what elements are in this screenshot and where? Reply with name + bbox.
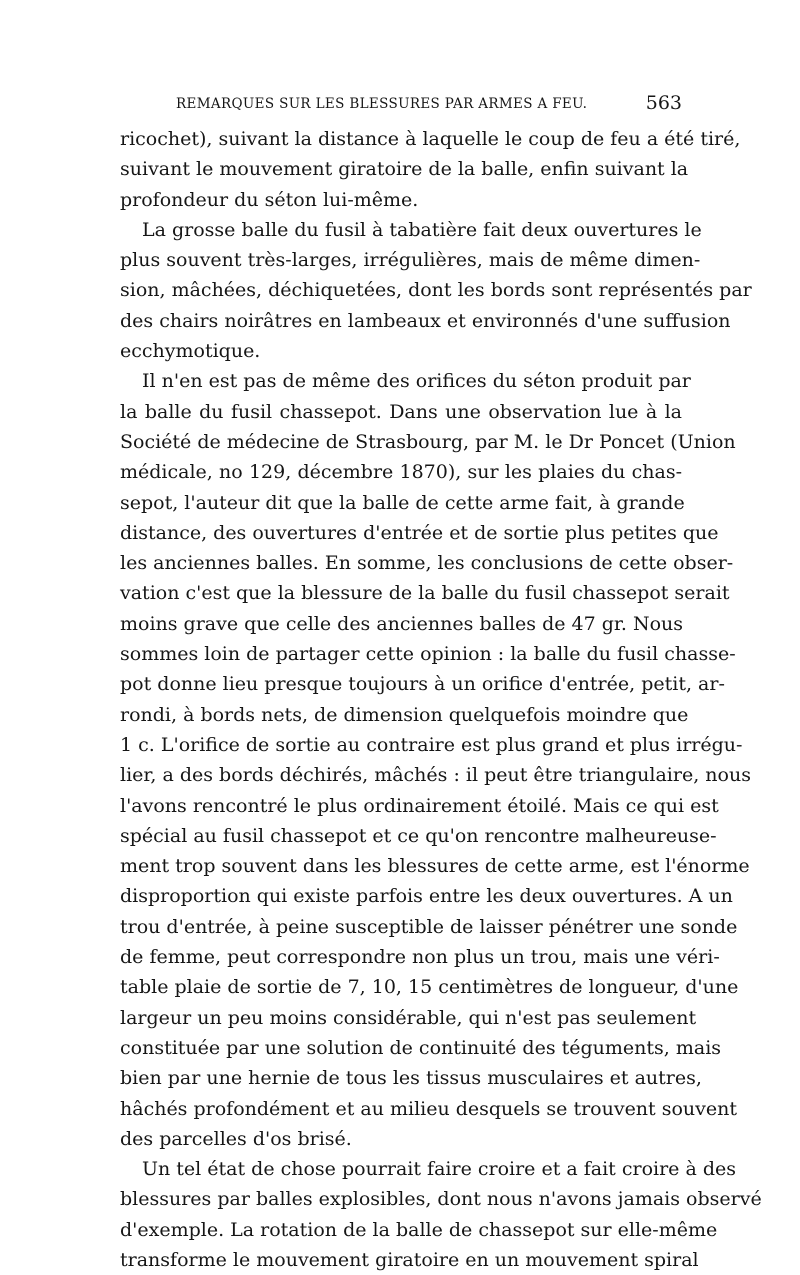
text-line: table plaie de sortie de 7, 10, 15 centimètres de longueur, d'une	[120, 976, 739, 999]
text-line: sommes loin de partager cette opinion : la balle du fusil chasse-	[120, 643, 736, 666]
page-number: 563	[645, 92, 682, 114]
text-line: blessures par balles explosibles, dont nous n'avons jamais observé	[120, 1188, 762, 1211]
text-line: Société de médecine de Strasbourg, par M. le Dr Poncet (Union	[120, 430, 736, 453]
running-head: REMARQUES SUR LES BLESSURES PAR ARMES A FEU.	[176, 96, 588, 112]
text-line: d'exemple. La rotation de la balle de chassepot sur elle-même	[120, 1218, 718, 1241]
text-line: moins grave que celle des anciennes balles de 47 gr. Nous	[120, 612, 684, 635]
text-line: des chairs noirâtres en lambeaux et environnés d'une suffusion	[120, 309, 731, 332]
text-line: profondeur du séton lui-même.	[120, 188, 419, 211]
text-line: les anciennes balles. En somme, les conclusions de cette obser-	[120, 552, 734, 575]
text-line: La grosse balle du fusil à tabatière fait deux ouvertures le	[142, 218, 702, 241]
text-line: la balle du fusil chassepot. Dans une observation lue à la	[120, 400, 682, 423]
text-line: constituée par une solution de continuité des téguments, mais	[120, 1036, 722, 1059]
text-line: suivant le mouvement giratoire de la balle, enfin suivant la	[120, 158, 689, 181]
text-line: l'avons rencontré le plus ordinairement étoilé. Mais ce qui est	[120, 794, 719, 817]
text-line: sepot, l'auteur dit que la balle de cette arme fait, à grande	[120, 491, 685, 514]
text-line: lier, a des bords déchirés, mâchés : il peut être triangulaire, nous	[120, 764, 751, 787]
page-header	[120, 94, 682, 120]
text-line: plus souvent très-larges, irrégulières, mais de même dimen-	[120, 249, 701, 272]
text-line: Un tel état de chose pourrait faire croire et a fait croire à des	[142, 1158, 736, 1181]
text-line: rondi, à bords nets, de dimension quelquefois moindre que	[120, 703, 689, 726]
text-line: Il n'en est pas de même des orifices du séton produit par	[142, 370, 691, 393]
text-line: ecchymotique.	[120, 340, 261, 363]
text-line: largeur un peu moins considérable, qui n'est pas seulement	[120, 1006, 697, 1029]
text-line: disproportion qui existe parfois entre les deux ouvertures. A un	[120, 885, 733, 908]
text-line: ment trop souvent dans les blessures de cette arme, est l'énorme	[120, 855, 750, 878]
text-line: sion, mâchées, déchiquetées, dont les bords sont représentés par	[120, 279, 752, 302]
text-line: pot donne lieu presque toujours à un orifice d'entrée, petit, ar-	[120, 673, 725, 696]
text-line: de femme, peut correspondre non plus un trou, mais une véri-	[120, 946, 720, 969]
text-line: des parcelles d'os brisé.	[120, 1127, 352, 1150]
text-line: distance, des ouvertures d'entrée et de sortie plus petites que	[120, 521, 719, 544]
body-text	[120, 124, 762, 1275]
text-line: 1 c. L'orifice de sortie au contraire est plus grand et plus irrégu-	[120, 733, 743, 756]
text-line: ricochet), suivant la distance à laquelle le coup de feu a été tiré,	[120, 128, 741, 150]
text-line: médicale, no 129, décembre 1870), sur les plaies du chas-	[120, 461, 682, 484]
text-line: trou d'entrée, à peine susceptible de laisser pénétrer une sonde	[120, 915, 738, 938]
text-line: hâchés profondément et au milieu desquels se trouvent souvent	[120, 1097, 737, 1120]
text-line: bien par une hernie de tous les tissus musculaires et autres,	[120, 1067, 702, 1090]
text-line: transforme le mouvement giratoire en un mouvement spiral	[120, 1248, 699, 1271]
text-line: vation c'est que la blessure de la balle du fusil chassepot serait	[120, 582, 730, 605]
text-line: spécial au fusil chassepot et ce qu'on rencontre malheureuse-	[120, 824, 717, 847]
